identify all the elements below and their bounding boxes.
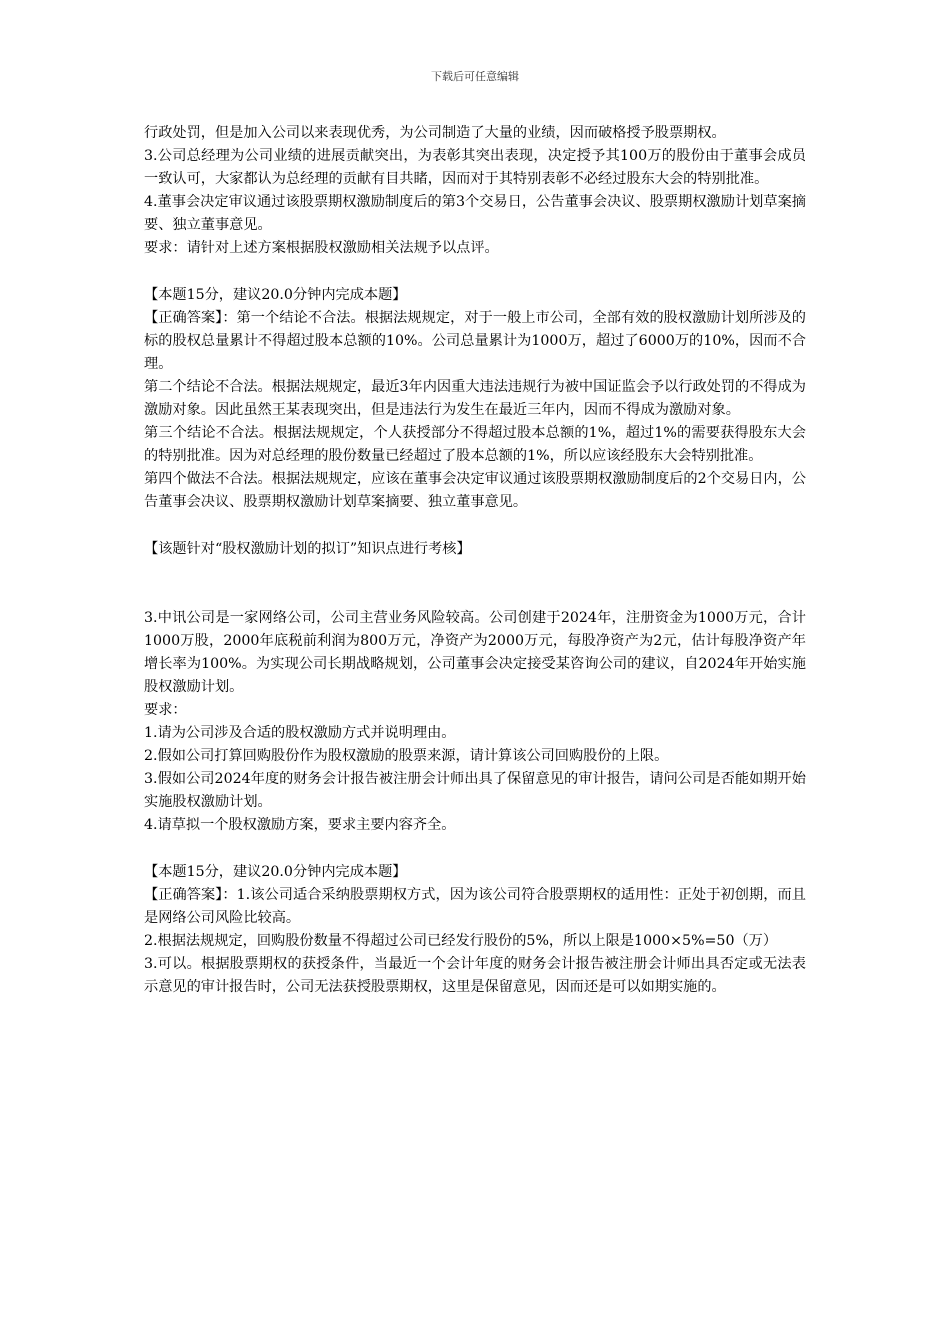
paragraph: 行政处罚，但是加入公司以来表现优秀，为公司制造了大量的业绩，因而破格授予股票期权。 [144, 125, 726, 141]
score-line: 【本题15分，建议20.0分钟内完成本题】 [144, 287, 407, 303]
question-paragraph: 4.请草拟一个股权激励方案，要求主要内容齐全。 [144, 817, 456, 833]
answer-paragraph: 【正确答案】：1.该公司适合采纳股票期权方式，因为该公司符合股票期权的适用性：正处于初创期，而且是网络公司风险比较高。 [144, 887, 806, 926]
question-paragraph: 要求： [144, 702, 187, 718]
paragraph: 要求：请针对上述方案根据股权激励相关法规予以点评。 [144, 240, 499, 256]
page-header: 下载后可任意编辑 [431, 70, 519, 83]
question-paragraph: 3.假如公司2024年度的财务会计报告被注册会计师出具了保留意见的审计报告，请问公司是否能如期开始实施股权激励计划。 [144, 771, 806, 810]
question-paragraph: 2.假如公司打算回购股份作为股权激励的股票来源，请计算该公司回购股份的上限。 [144, 748, 669, 764]
question-paragraph: 1.请为公司涉及合适的股权激励方式并说明理由。 [144, 725, 456, 741]
score-line: 【本题15分，建议20.0分钟内完成本题】 [144, 864, 407, 880]
paragraph: 4.董事会决定审议通过该股票期权激励制度后的第3个交易日，公告董事会决议、股票期权激励计划草案摘要、独立董事意见。 [144, 194, 806, 233]
answer-paragraph: 【正确答案】：第一个结论不合法。根据法规规定，对于一般上市公司，全部有效的股权激励计划所涉及的标的股权总量累计不得超过股本总额的10%。公司总量累计为1000万，超过了6000万的10%，因而不合理。 [144, 310, 806, 372]
answer-paragraph: 2.根据法规规定，回购股份数量不得超过公司已经发行股份的5%，所以上限是1000×5%=50（万） [144, 933, 778, 949]
answer-paragraph: 3.可以。根据股票期权的获授条件，当最近一个会计年度的财务会计报告被注册会计师出具否定或无法表示意见的审计报告时，公司无法获授股票期权，这里是保留意见，因而还是可以如期实施的。 [144, 956, 806, 995]
answer-paragraph: 第二个结论不合法。根据法规规定，最近3年内因重大违法违规行为被中国证监会予以行政处罚的不得成为激励对象。因此虽然王某表现突出，但是违法行为发生在最近三年内，因而不得成为激励对象。 [144, 379, 806, 418]
paragraph: 3.公司总经理为公司业绩的进展贡献突出，为表彰其突出表现，决定授予其100万的股份由于董事会成员一致认可，大家都认为总经理的贡献有目共睹，因而对于其特别表彰不必经过股东大会的特别批准。 [144, 148, 806, 187]
document-body [144, 122, 806, 999]
knowledge-note: 【该题针对“股权激励计划的拟订”知识点进行考核】 [144, 541, 471, 557]
answer-paragraph: 第三个结论不合法。根据法规规定，个人获授部分不得超过股本总额的1%，超过1%的需要获得股东大会的特别批准。因为对总经理的股份数量已经超过了股本总额的1%，所以应该经股东大会特别批准。 [144, 425, 806, 464]
spacer [144, 837, 806, 861]
question-paragraph: 3.中讯公司是一家网络公司，公司主营业务风险较高。公司创建于2024年，注册资金为1000万元，合计1000万股，2000年底税前利润为800万元，净资产为2000万元，每股净资产为2元，估计每股净资产年增长率为100%。为实现公司长期战略规划，公司董事会决定接受某咨询公司的建议，自2024年开始实施股权激励计划。 [144, 610, 806, 695]
spacer [144, 260, 806, 284]
spacer [144, 561, 806, 607]
answer-paragraph: 第四个做法不合法。根据法规规定，应该在董事会决定审议通过该股票期权激励制度后的2个交易日内，公告董事会决议、股票期权激励计划草案摘要、独立董事意见。 [144, 471, 806, 510]
spacer [144, 514, 806, 538]
